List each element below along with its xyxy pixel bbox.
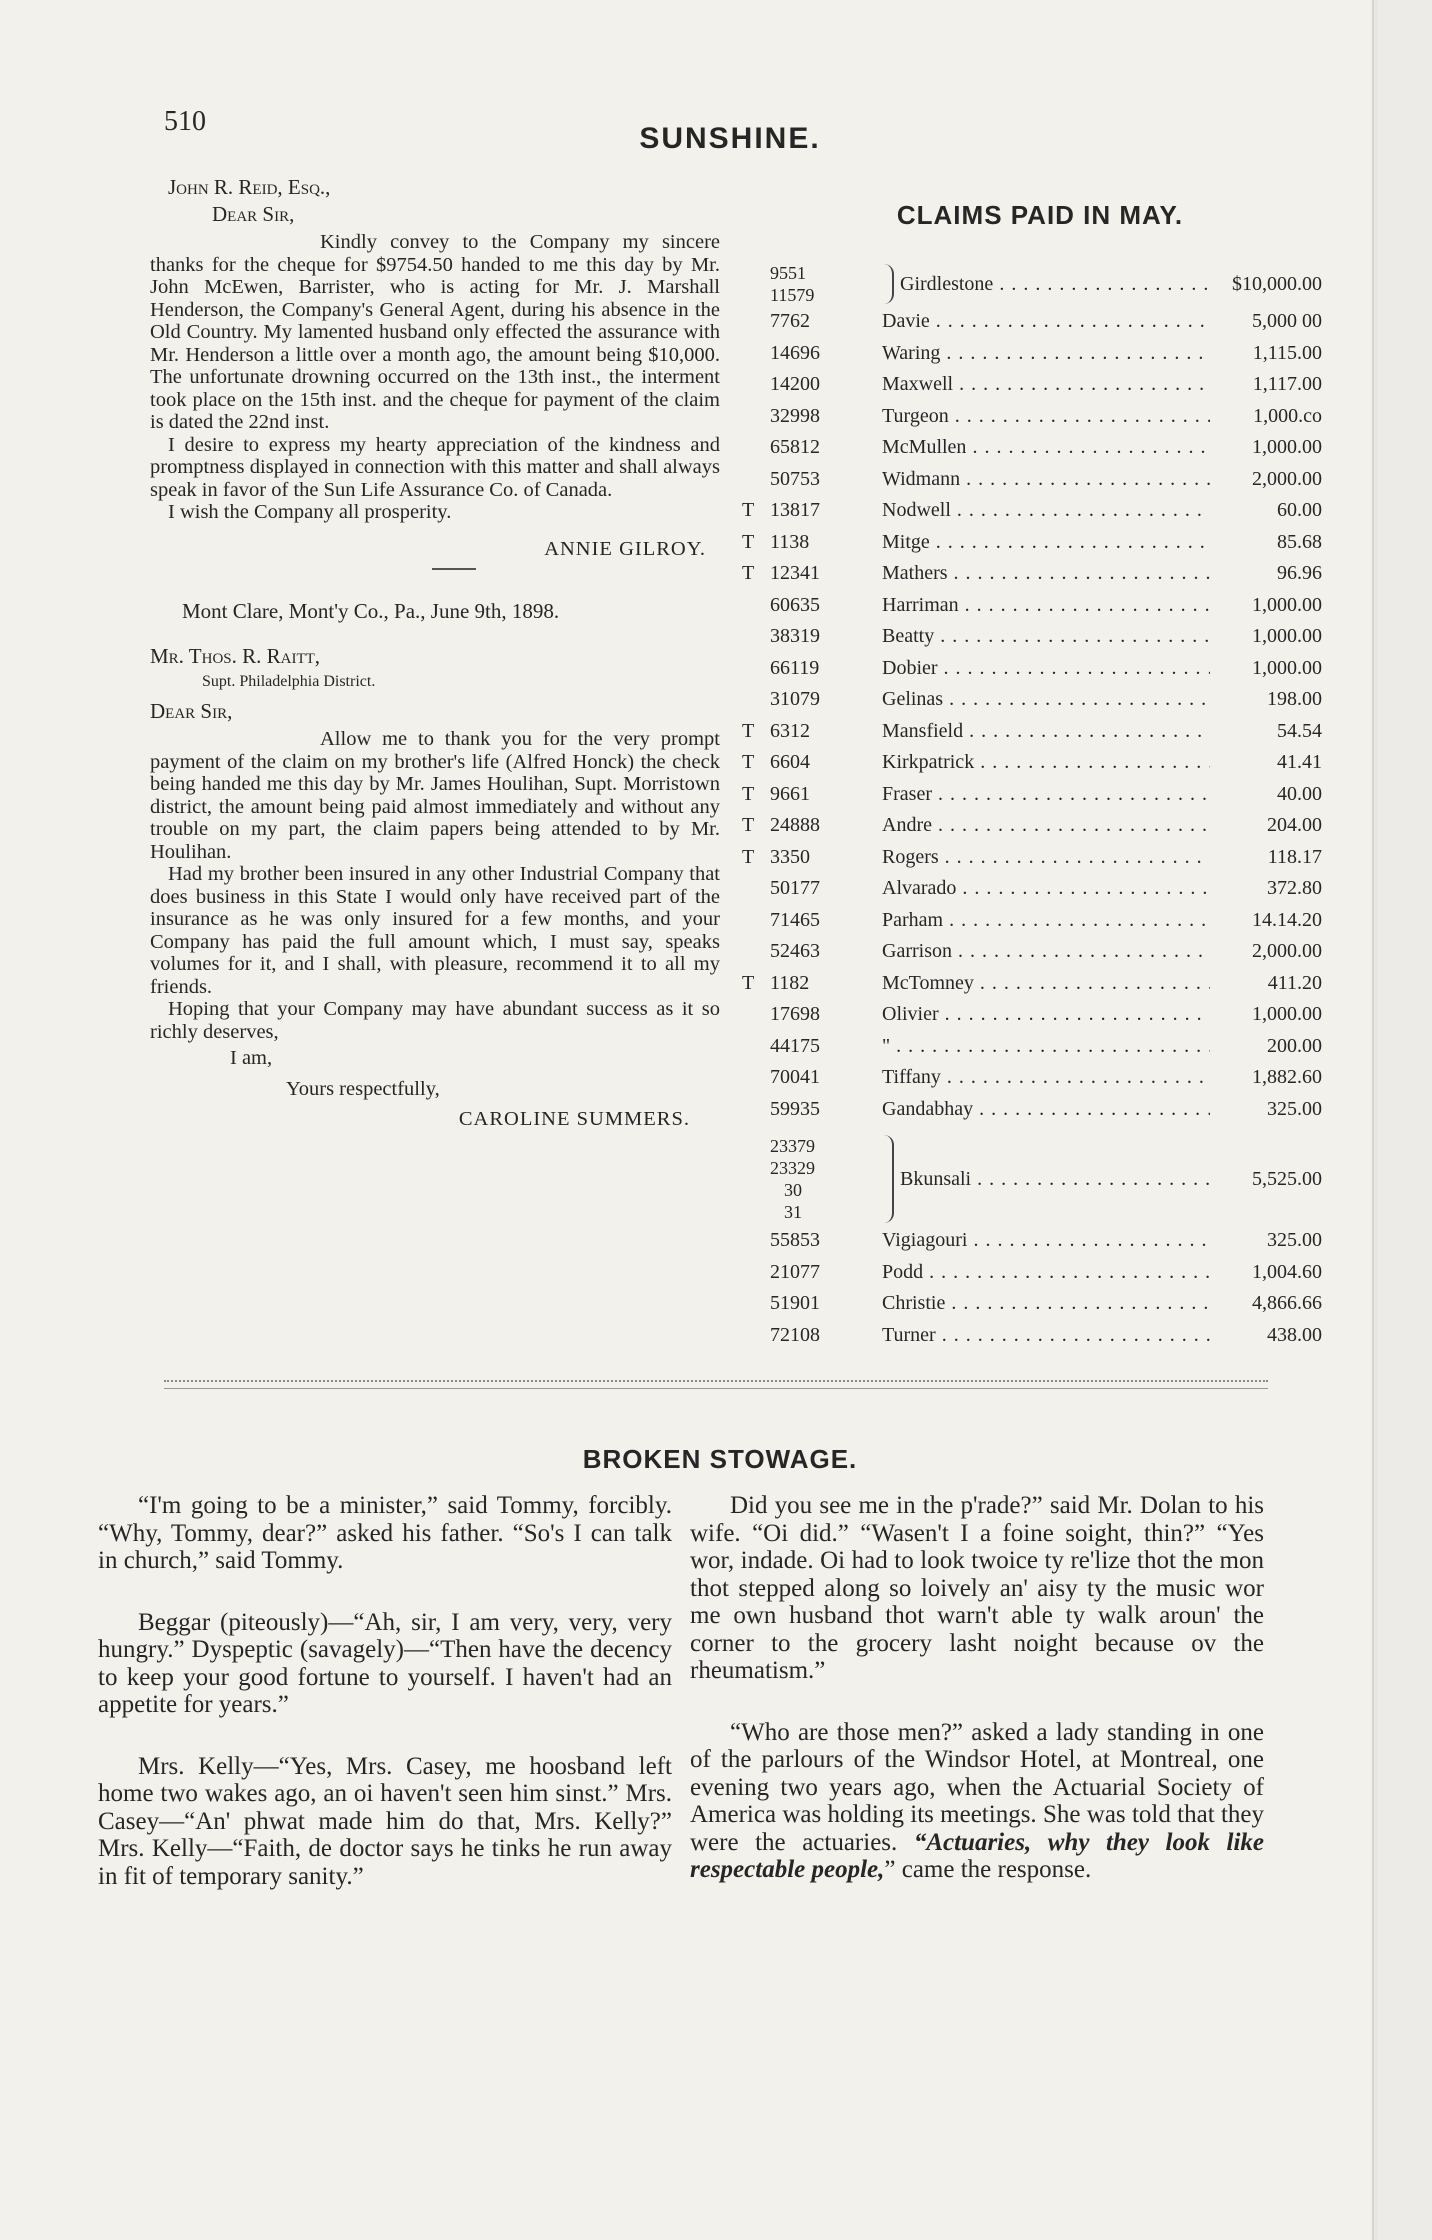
letter1-salutation: Dear Sir,	[212, 201, 295, 226]
claim-amount: 2,000.00	[1252, 940, 1322, 962]
claim-row	[742, 436, 1322, 468]
stowage-right-column	[690, 1492, 1264, 1918]
claim-row	[742, 1261, 1322, 1293]
claim-row	[742, 1066, 1322, 1098]
claim-row	[742, 625, 1322, 657]
claim-number: 55853	[770, 1229, 820, 1251]
claim-name: Mathers . . .	[882, 562, 1210, 585]
letter2-closing: Yours respectfully,	[286, 1077, 440, 1100]
claim-name: Mitge . . .	[882, 531, 1210, 554]
claim-row	[742, 1003, 1322, 1035]
section-title: BROKEN STOWAGE.	[582, 1444, 858, 1474]
claim-name: Bkunsali . . .	[900, 1168, 1210, 1191]
letter1-signature: ANNIE GILROY.	[544, 537, 706, 560]
stowage-left-column	[98, 1492, 672, 1924]
anecdote: Mrs. Kelly—“Yes, Mrs. Casey, me hoosband left home two wakes ago, an oi haven't seen him sinst.” Mrs. Casey—“An' phwat made him do that, Mrs. Kelly?” Mrs. Kelly—“Faith, de doctor says he tinks he run away in fit of temporary sanity.”	[98, 1752, 672, 1890]
claim-number: 60635	[770, 593, 820, 616]
claim-amount: $10,000.00	[1232, 272, 1322, 295]
claim-amount: 2,000.00	[1252, 467, 1322, 490]
claim-type-marker: T	[742, 499, 755, 521]
claim-amount: 204.00	[1267, 814, 1322, 836]
claim-name: McMullen . . .	[882, 436, 1210, 459]
claim-name: McTomney . . .	[882, 972, 1210, 995]
claim-name: Kirkpatrick . . .	[882, 751, 1210, 774]
claim-number: 31079	[770, 688, 820, 710]
claim-number: 23329	[770, 1158, 815, 1178]
claim-number: 9661	[770, 782, 810, 805]
anecdote: Did you see me in the p'rade?” said Mr. Dolan to his wife. “Oi did.” “Wasen't I a foine soight, thin?” “Yes wor, indade. Oi had to look twoice ty re'lize thot the mon thot stepped along so loively an' aisy ty the music wor me own husband thot warn't able ty walk aroun' the corner to the grocery lasht noight because ov the rheumatism.”	[690, 1492, 1264, 1684]
letter2-dateline: Mont Clare, Mont'y Co., Pa., June 9th, 1898.	[182, 599, 560, 623]
anecdote	[690, 1719, 1264, 1884]
claim-row	[742, 972, 1322, 1004]
claim-amount: 198.00	[1267, 688, 1322, 710]
claim-number: 50753	[770, 467, 820, 490]
claim-row	[742, 657, 1322, 689]
claim-row	[742, 909, 1322, 941]
claim-amount: 1,882.60	[1252, 1066, 1322, 1088]
claim-name: Harriman . . .	[882, 594, 1210, 617]
claim-row	[742, 468, 1322, 500]
claim-row	[742, 342, 1322, 374]
anecdote: “I'm going to be a minister,” said Tommy, forcibly. “Why, Tommy, dear?” asked his father. “So's I can talk in church,” said Tommy.	[98, 1492, 672, 1574]
claim-name: Waring . . .	[882, 342, 1210, 365]
claim-number: 66119	[770, 656, 820, 679]
claim-row	[742, 1098, 1322, 1130]
claim-row	[742, 594, 1322, 626]
claim-type-marker: T	[742, 719, 755, 742]
claim-amount: 14.14.20	[1252, 908, 1322, 931]
claim-row	[742, 720, 1322, 752]
letter2-signature: CAROLINE SUMMERS.	[458, 1108, 690, 1130]
claim-row	[742, 405, 1322, 437]
claims-group	[742, 258, 1322, 310]
claim-amount: 200.00	[1267, 1034, 1322, 1057]
claim-row	[742, 1229, 1322, 1261]
anecdote-quote: “Actuaries, why they look like respectable people,	[690, 1828, 1265, 1883]
claim-name: Podd . . .	[882, 1261, 1210, 1284]
claim-name: Girdlestone . . .	[900, 273, 1210, 296]
claim-number: 7762	[770, 310, 810, 332]
claim-row	[742, 373, 1322, 405]
claim-name: Alvarado . . .	[882, 877, 1210, 900]
claim-name: Beatty . . .	[882, 625, 1210, 648]
claims-rows	[742, 310, 1322, 1129]
anecdote-text: “Who are those men?” asked a lady standing in one of the parlours of the Windsor Hotel, at Montreal, one evening two years ago, when the Actuarial Society of America was holding its meetings. She was told that they were the actuaries.	[690, 1718, 1264, 1856]
page-number: 510	[164, 106, 206, 137]
claim-row	[742, 1292, 1322, 1324]
claim-row	[742, 1324, 1322, 1356]
letter2-subtitle: Supt. Philadelphia District.	[202, 673, 376, 690]
claim-number: 38319	[770, 625, 820, 647]
claim-amount: 1,000.00	[1252, 1003, 1322, 1025]
claim-amount: 5,000 00	[1252, 310, 1322, 332]
claims-group-numbers	[742, 1135, 882, 1223]
claims-title: CLAIMS PAID IN MAY.	[896, 200, 1184, 230]
claim-type-marker: T	[742, 751, 755, 773]
claim-amount: 54.54	[1277, 719, 1322, 742]
claim-number: 12341	[770, 562, 820, 584]
letter1-paragraph: Kindly convey to the Company my sincere thanks for the cheque for $9754.50 handed to me this day by Mr. John McEwen, Barrister, who is acting for Mr. J. Marshall Henderson, the Company's General Agent, during his absence in the Old Country. My lamented husband only effected the assurance with Mr. Henderson a little over a month ago, the amount being $10,000. The unfortunate drowning occurred on the 13th inst., the interment took place on the 15th inst. and the cheque for payment of the claim is dated the 22nd inst.	[150, 231, 720, 433]
claim-amount: 118.17	[1267, 845, 1322, 868]
claim-type-marker: T	[742, 562, 755, 584]
letter1-addressee: John R. Reid, Esq.,	[168, 175, 331, 199]
claim-number: 31	[784, 1202, 802, 1222]
claim-amount: 1,000.00	[1252, 625, 1322, 647]
claim-name: Andre . . .	[882, 814, 1210, 837]
claim-name: Fraser . . .	[882, 783, 1210, 806]
claim-type-marker: T	[742, 530, 755, 553]
claim-amount: 411.20	[1267, 971, 1322, 994]
claim-number: 17698	[770, 1003, 820, 1025]
claim-amount: 96.96	[1277, 562, 1322, 584]
claim-name: Widmann . . .	[882, 468, 1210, 491]
letter1-paragraph: I wish the Company all prosperity.	[168, 501, 452, 523]
claim-row	[742, 1035, 1322, 1067]
section-divider	[164, 1380, 1268, 1382]
claim-number: 3350	[770, 845, 810, 868]
letter2-addressee: Mr. Thos. R. Raitt,	[150, 643, 321, 668]
claims-rows	[742, 1229, 1322, 1355]
claim-number: 24888	[770, 814, 820, 836]
letters-column	[150, 176, 720, 1131]
letter2-closing: I am,	[230, 1047, 273, 1069]
claim-number: 21077	[770, 1260, 820, 1283]
claim-row	[742, 562, 1322, 594]
claim-name: Nodwell . . .	[882, 499, 1210, 522]
claim-type-marker: T	[742, 782, 755, 805]
claim-amount: 85.68	[1277, 530, 1322, 553]
claim-number: 23379	[770, 1136, 815, 1156]
claim-name: Davie . . .	[882, 310, 1210, 333]
claim-amount: 1,000.co	[1253, 404, 1322, 427]
claim-name: Dobier . . .	[882, 657, 1210, 680]
claim-name: Turner . . .	[882, 1324, 1210, 1347]
claim-name: Christie . . .	[882, 1292, 1210, 1315]
claim-number: 13817	[770, 499, 820, 521]
claim-number: 1182	[770, 971, 810, 994]
claim-row	[742, 688, 1322, 720]
claim-amount: 60.00	[1277, 499, 1322, 521]
running-head: SUNSHINE.	[639, 122, 821, 155]
claim-number: 30	[784, 1180, 802, 1200]
claim-number: 70041	[770, 1066, 820, 1088]
claim-number: 50177	[770, 877, 820, 899]
claim-number: 14696	[770, 341, 820, 364]
claim-row	[742, 499, 1322, 531]
claim-name: Parham . . .	[882, 909, 1210, 932]
claim-row	[742, 310, 1322, 342]
claim-number: 65812	[770, 436, 820, 458]
claim-name: Vigiagouri . . .	[882, 1229, 1210, 1252]
claim-amount: 1,000.00	[1252, 593, 1322, 616]
claim-row	[742, 751, 1322, 783]
claim-number: 72108	[770, 1323, 820, 1346]
claim-number: 11579	[770, 285, 815, 305]
claim-amount: 40.00	[1277, 782, 1322, 805]
claim-name: Rogers . . .	[882, 846, 1210, 869]
letter1-paragraph: I desire to express my hearty appreciation of the kindness and promptness displayed in connection with this matter and shall always speak in favor of the Sun Life Assurance Co. of Canada.	[150, 433, 720, 501]
claim-row	[742, 531, 1322, 563]
claim-row	[742, 877, 1322, 909]
claim-amount: 372.80	[1267, 877, 1322, 899]
claim-row	[742, 814, 1322, 846]
claim-number: 71465	[770, 908, 820, 931]
brace	[882, 264, 894, 304]
claims-list	[742, 258, 1322, 1355]
claim-amount: 1,004.60	[1252, 1260, 1322, 1283]
claim-name: Turgeon . . .	[882, 405, 1210, 428]
claim-number: 52463	[770, 940, 820, 962]
claim-name: Tiffany . . .	[882, 1066, 1210, 1089]
claim-number: 44175	[770, 1034, 820, 1057]
claim-amount: 438.00	[1267, 1323, 1322, 1346]
claim-amount: 1,115.00	[1252, 341, 1322, 364]
claim-name: " . . .	[882, 1035, 1210, 1058]
claim-name: Maxwell . . .	[882, 373, 1210, 396]
claim-amount: 1,117.00	[1252, 373, 1322, 395]
claim-type-marker: T	[742, 845, 755, 868]
claim-amount: 325.00	[1267, 1229, 1322, 1251]
claim-amount: 41.41	[1277, 751, 1322, 773]
claims-group-numbers	[742, 262, 882, 306]
claim-amount: 325.00	[1267, 1097, 1322, 1120]
claim-amount: 5,525.00	[1252, 1167, 1322, 1190]
claim-number: 32998	[770, 404, 820, 427]
claim-name: Mansfield . . .	[882, 720, 1210, 743]
brace	[882, 1135, 894, 1223]
claim-name: Gelinas . . .	[882, 688, 1210, 711]
section-divider	[164, 1388, 1268, 1389]
claim-amount: 1,000.00	[1252, 436, 1322, 458]
letter2-paragraph: Allow me to thank you for the very prompt payment of the claim on my brother's life (Alfred Honck) the check being handed me this day by Mr. James Houlihan, Supt. Morristown district, the amount being paid almost immediately and without any trouble on my part, the claim papers being attended to by Mr. Houlihan.	[150, 728, 720, 863]
claim-number: 6312	[770, 719, 810, 742]
claim-row	[742, 846, 1322, 878]
claim-name: Gandabhay . . .	[882, 1098, 1210, 1121]
claim-number: 6604	[770, 751, 810, 773]
claim-type-marker: T	[742, 971, 755, 994]
claim-name: Olivier . . .	[882, 1003, 1210, 1026]
page-edge	[1378, 0, 1432, 2240]
anecdote-text: ” came the response.	[884, 1856, 1092, 1883]
letter2-paragraph: Hoping that your Company may have abundant success as it so richly deserves,	[150, 998, 720, 1043]
claim-type-marker: T	[742, 814, 755, 836]
claim-amount: 4,866.66	[1252, 1292, 1322, 1314]
claim-number: 51901	[770, 1292, 820, 1314]
anecdote: Beggar (piteously)—“Ah, sir, I am very, very, very hungry.” Dyspeptic (savagely)—“Then have the decency to keep your good fortune to yourself. I haven't had an appetite for years.”	[98, 1608, 672, 1718]
claim-number: 14200	[770, 373, 820, 395]
claim-row	[742, 940, 1322, 972]
claim-amount: 1,000.00	[1252, 656, 1322, 679]
claim-row	[742, 783, 1322, 815]
letter-separator	[432, 568, 476, 570]
claim-number: 9551	[770, 263, 806, 283]
claim-name: Garrison . . .	[882, 940, 1210, 963]
letter2-salutation: Dear Sir,	[150, 698, 233, 723]
claim-number: 59935	[770, 1097, 820, 1120]
letter2-paragraph: Had my brother been insured in any other Industrial Company that does business in this State I would only have received part of the insurance as he was only insured for a few months, and your Company has paid the full amount which, I must say, speaks volumes for it, and I shall, with pleasure, recommend it to all my friends.	[150, 863, 720, 998]
claims-group	[742, 1129, 1322, 1229]
claim-number: 1138	[770, 530, 810, 553]
